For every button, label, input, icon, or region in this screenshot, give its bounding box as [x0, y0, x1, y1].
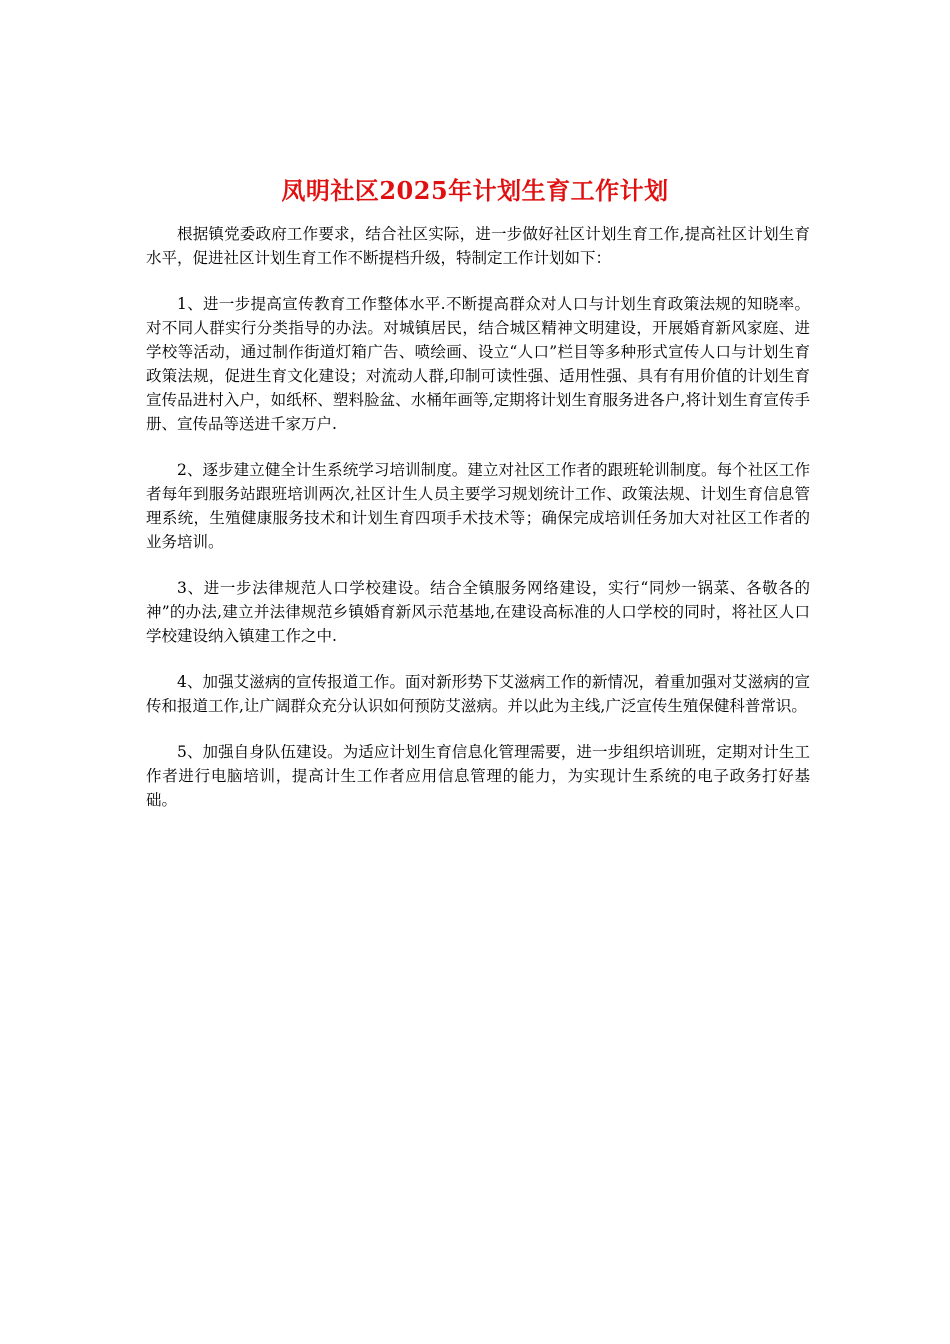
item-paragraph-1: 1、进一步提高宣传教育工作整体水平.不断提高群众对人口与计划生育政策法规的知晓率。对不同人群实行分类指导的办法。对城镇居民，结合城区精神文明建设，开展婚育新风家庭、进学校等活动，通过制作街道灯箱广告、喷绘画、设立“人口”栏目等多种形式宣传人口与计划生育政策法规，促进生育文化建设；对流动人群,印制可读性强、适用性强、具有有用价值的计划生育宣传品进村入户，如纸杯、塑料脸盆、水桶年画等,定期将计划生育服务进各户,将计划生育宣传手册、宣传品等送进千家万户.: [146, 295, 810, 433]
item-paragraph-2: 2、逐步建立健全计生系统学习培训制度。建立对社区工作者的跟班轮训制度。每个社区工作者每年到服务站跟班培训两次,社区计生人员主要学习规划统计工作、政策法规、计划生育信息管理系统，生殖健康服务技术和计划生育四项手术技术等；确保完成培训任务加大对社区工作者的业务培训。: [146, 461, 810, 551]
document-body: [146, 222, 810, 834]
item-paragraph-3: 3、进一步法律规范人口学校建设。结合全镇服务网络建设，实行“同炒一锅菜、各敬各的神”的办法,建立并法律规范乡镇婚育新风示范基地,在建设高标准的人口学校的同时，将社区人口学校建设纳入镇建工作之中.: [146, 579, 810, 645]
item-paragraph-5: 5、加强自身队伍建设。为适应计划生育信息化管理需要，进一步组织培训班，定期对计生工作者进行电脑培训，提高计生工作者应用信息管理的能力，为实现计生系统的电子政务打好基础。: [146, 743, 810, 809]
document-title: 凤明社区2025年计划生育工作计划: [281, 176, 669, 206]
item-paragraph-4: 4、加强艾滋病的宣传报道工作。面对新形势下艾滋病工作的新情况，着重加强对艾滋病的宣传和报道工作,让广阔群众充分认识如何预防艾滋病。并以此为主线,广泛宣传生殖保健科普常识。: [146, 673, 810, 715]
intro-paragraph: 根据镇党委政府工作要求，结合社区实际，进一步做好社区计划生育工作,提高社区计划生育水平，促进社区计划生育工作不断提档升级，特制定工作计划如下：: [146, 225, 810, 267]
